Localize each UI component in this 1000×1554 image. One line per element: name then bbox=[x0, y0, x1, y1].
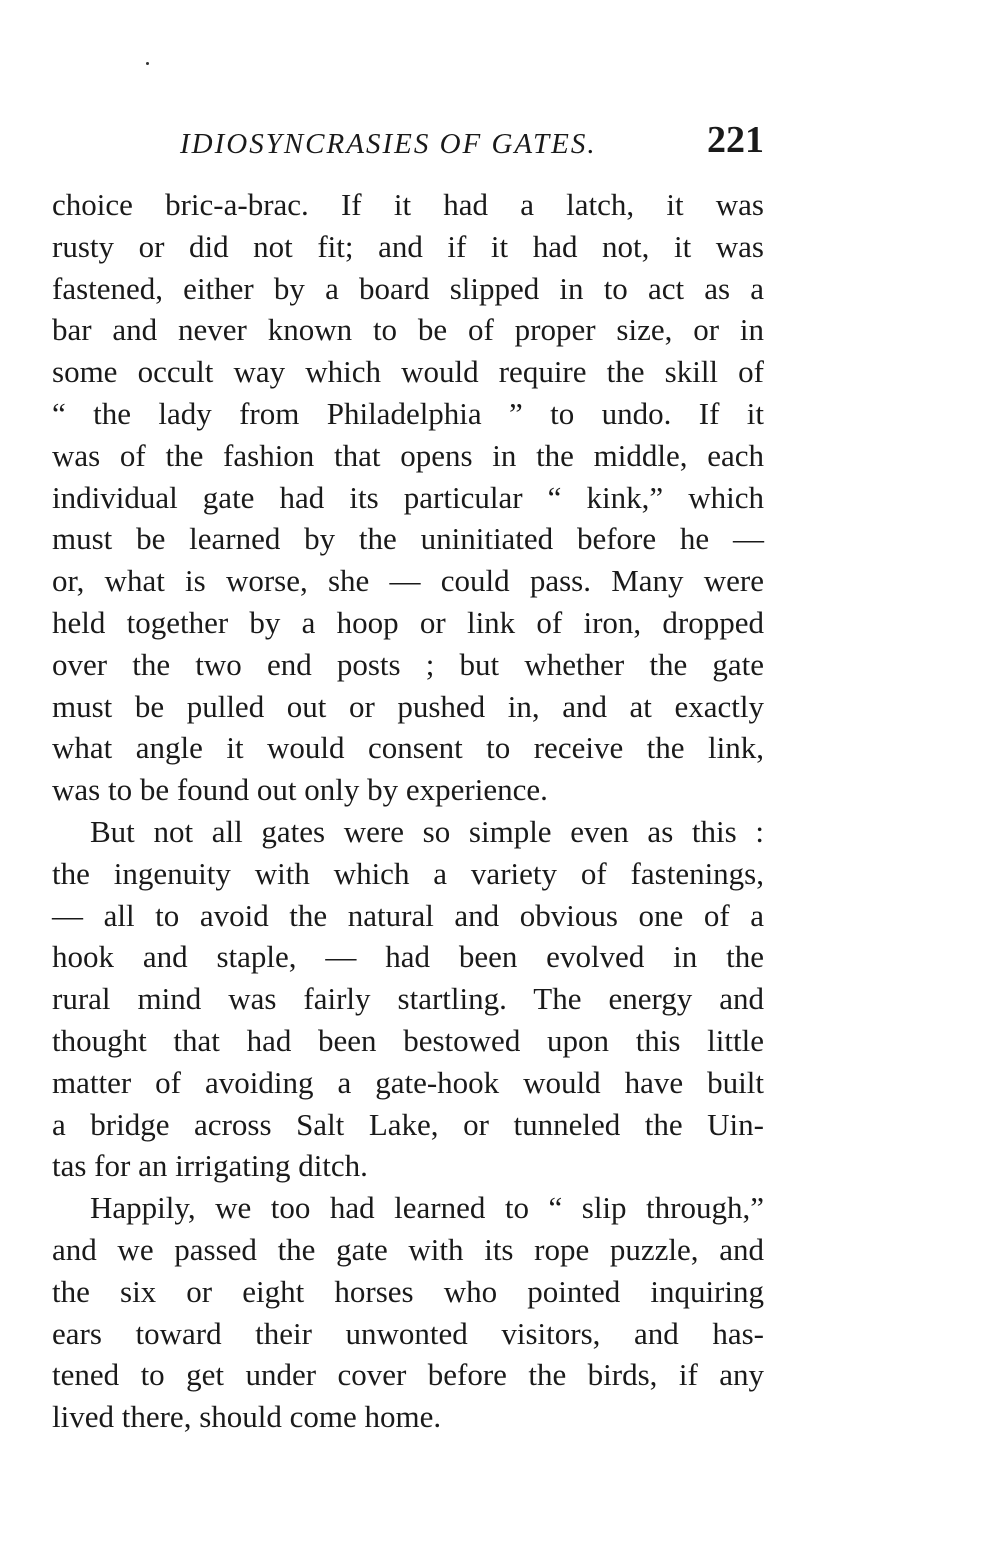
text-line: a bridge across Salt Lake, or tunneled the Uin- bbox=[52, 1106, 764, 1142]
text-line: was to be found out only by experience. bbox=[52, 772, 548, 808]
running-head: IDIOSYNCRASIES OF GATES. bbox=[180, 128, 597, 160]
text-line: hook and staple, — had been evolved in the bbox=[52, 939, 764, 975]
text-line: must be pulled out or pushed in, and at exactly bbox=[52, 688, 764, 724]
text-line: thought that had been bestowed upon this little bbox=[52, 1022, 764, 1058]
ink-speck bbox=[146, 62, 149, 65]
text-line: must be learned by the uninitiated before he — bbox=[52, 521, 764, 557]
text-line: But not all gates were so simple even as this : bbox=[90, 813, 764, 849]
text-line: the ingenuity with which a variety of fastenings, bbox=[52, 855, 764, 891]
text-line: tened to get under cover before the birds, if any bbox=[52, 1357, 764, 1393]
text-line: rusty or did not fit; and if it had not, it was bbox=[52, 228, 764, 264]
text-line: the six or eight horses who pointed inquiring bbox=[52, 1273, 764, 1309]
body-text bbox=[52, 184, 764, 1438]
text-line: over the two end posts ; but whether the gate bbox=[52, 646, 764, 682]
text-line: choice bric-a-brac. If it had a latch, it was bbox=[52, 187, 764, 222]
text-line: held together by a hoop or link of iron, dropped bbox=[52, 604, 764, 640]
text-line: Happily, we too had learned to “ slip through,” bbox=[90, 1190, 764, 1226]
paragraph bbox=[52, 1187, 764, 1438]
paragraph bbox=[52, 184, 764, 811]
text-line: matter of avoiding a gate-hook would have built bbox=[52, 1064, 764, 1100]
text-line: some occult way which would require the skill of bbox=[52, 354, 764, 390]
text-line: individual gate had its particular “ kink,” which bbox=[52, 479, 764, 515]
text-line: rural mind was fairly startling. The energy and bbox=[52, 981, 764, 1017]
text-line: bar and never known to be of proper size, or in bbox=[52, 312, 764, 348]
text-line: lived there, should come home. bbox=[52, 1399, 442, 1435]
text-line: fastened, either by a board slipped in to act as a bbox=[52, 270, 764, 306]
text-line: what angle it would consent to receive the link, bbox=[52, 730, 764, 766]
page-header bbox=[52, 118, 764, 168]
text-line: tas for an irrigating ditch. bbox=[52, 1148, 368, 1184]
text-line: and we passed the gate with its rope puzzle, and bbox=[52, 1231, 764, 1267]
paragraph bbox=[52, 811, 764, 1187]
text-line: ears toward their unwonted visitors, and has- bbox=[52, 1315, 764, 1351]
page-number: 221 bbox=[707, 119, 764, 161]
text-line: or, what is worse, she — could pass. Many were bbox=[52, 563, 764, 599]
text-line: was of the fashion that opens in the middle, each bbox=[52, 437, 764, 473]
text-line: — all to avoid the natural and obvious one of a bbox=[52, 897, 764, 933]
text-line: “ the lady from Philadelphia ” to undo. If it bbox=[52, 395, 764, 431]
